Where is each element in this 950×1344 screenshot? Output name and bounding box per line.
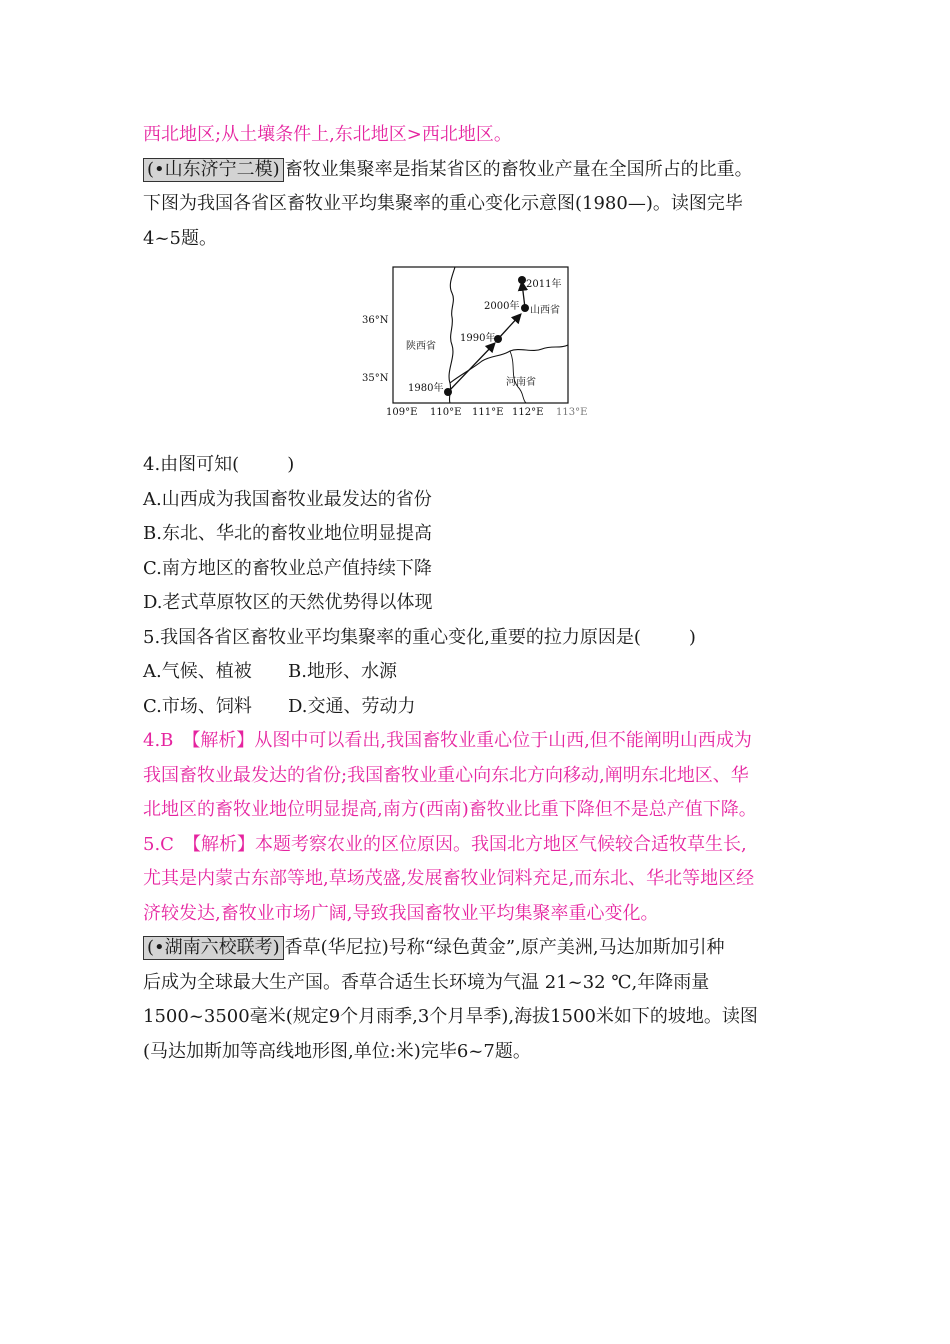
lon-label-113: 113°E [556,407,588,418]
point-2000 [521,304,529,312]
q5-options-ab [143,655,813,690]
answer4-line1: 4.B 【解析】从图中可以看出,我国畜牧业重心位于山西,但不能阐明山西成为 [143,730,752,751]
q5-option-b: B.地形、水源 [288,661,397,682]
lat-label-35: 35°N [362,373,389,384]
q4-option-a: A.山西成为我国畜牧业最发达的省份 [143,488,432,510]
year-2000: 2000年 [484,301,520,312]
source-tag-2: (•湖南六校联考) [143,936,284,960]
q5-stem: 5.我国各省区畜牧业平均集聚率的重心变化,重要的拉力原因是( ) [143,626,696,648]
passage2-line3: 1500~3500毫米(规定9个月雨季,3个月旱季),海拔1500米如下的坡地。读图 [143,1006,758,1027]
q4-option-c: C.南方地区的畜牧业总产值持续下降 [143,557,432,579]
year-1990: 1990年 [460,333,496,344]
trajectory-arrow-2 [498,315,520,339]
answer4-line3: 北地区的畜牧业地位明显提高,南方(西南)畜牧业比重下降但不是总产值下降。 [143,799,757,820]
lat-label-36: 36°N [362,315,389,326]
province-henan: 河南省 [506,377,536,388]
q5-option-d: D.交通、劳动力 [288,695,416,717]
lon-label-112: 112°E [512,407,544,418]
passage2-line4: (马达加斯加等高线地形图,单位:米)完毕6~7题。 [143,1040,531,1062]
gravity-center-map [360,265,592,423]
q4-option-d: D.老式草原牧区的天然优势得以体现 [143,592,433,613]
passage1-line1: (•山东济宁二模) 畜牧业集聚率是指某省区的畜牧业产量在全国所占的比重。 [143,153,813,188]
q4-stem: 4.由图可知( ) [143,454,295,475]
answer4-line2: 我国畜牧业最发达的省份;我国畜牧业重心向东北方向移动,阐明东北地区、华 [143,764,749,786]
q5-option-c: C.市场、饲料 [143,695,252,717]
passage1-line3: 4~5题。 [143,227,217,249]
passage2-line2: 后成为全球最大生产国。香草合适生长环境为气温 21~32 ℃,年降雨量 [143,971,710,993]
answer5-line2: 尤其是内蒙古东部等地,草场茂盛,发展畜牧业饲料充足,而东北、华北等地区经 [143,868,755,889]
lon-label-110: 110°E [430,407,462,418]
point-2011 [518,276,526,284]
year-1980: 1980年 [408,383,444,394]
province-shaanxi: 陕西省 [406,341,436,352]
passage1-line2: 下图为我国各省区畜牧业平均集聚率的重心变化示意图(1980—)。读图完毕 [143,193,743,214]
source-tag: (•山东济宁二模) [143,158,284,182]
province-shanxi: 山西省 [530,305,560,316]
point-1980 [444,388,452,396]
q4-option-b: B.东北、华北的畜牧业地位明显提高 [143,523,432,544]
passage2-line1: (•湖南六校联考) 香草(华尼拉)号称“绿色黄金”,原产美洲,马达加斯加引种 [143,931,813,966]
lon-label-109: 109°E [386,407,418,418]
questions-and-answers [143,448,813,1069]
document-body [143,118,813,256]
intro-answer-line: 西北地区;从土壤条件上,东北地区>西北地区。 [143,124,512,145]
q5-options-cd [143,690,813,725]
q5-option-a: A.气候、植被 [143,661,252,682]
year-2011: 2011年 [526,279,562,290]
answer5-line3: 济较发达,畜牧业市场广阔,导致我国畜牧业平均集聚率重心变化。 [143,902,659,924]
trajectory-arrow-1 [448,344,494,392]
answer5-line1: 5.C 【解析】本题考察农业的区位原因。我国北方地区气候较合适牧草生长, [143,833,747,855]
lon-label-111: 111°E [472,407,504,418]
